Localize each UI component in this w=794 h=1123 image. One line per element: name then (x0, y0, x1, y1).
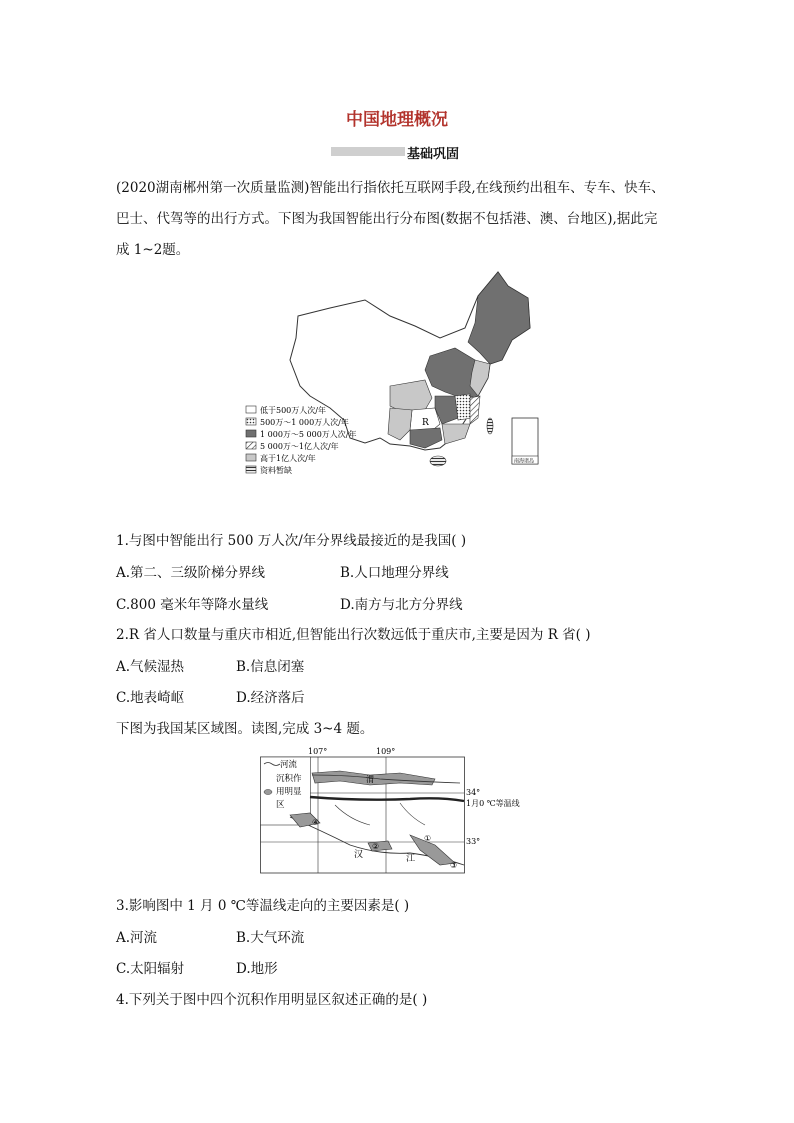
marker-1: ① (424, 834, 432, 843)
intro-line-3: 成 1~2题。 (116, 242, 190, 258)
isotherm-label: 1月0 ℃等温线 (466, 799, 520, 808)
china-smart-travel-map (240, 268, 540, 488)
legend-item: 5 000万～1亿人次/年 (260, 442, 339, 451)
section-bar (331, 147, 405, 156)
q2-option-d: D.经济落后 (236, 690, 305, 706)
q3-option-a: A.河流 (116, 930, 158, 946)
inset-label: 南海诸岛 (514, 458, 535, 465)
q2-option-c: C.地表崎岖 (116, 690, 185, 706)
intro2: 下图为我国某区域图。读图,完成 3~4 题。 (116, 721, 374, 737)
legend-item: 资料暂缺 (260, 466, 292, 475)
label-jiang: 江 (406, 854, 416, 864)
q3-stem: 3.影响图中 1 月 0 ℃等温线走向的主要因素是( ) (116, 898, 410, 914)
page-title: 中国地理概况 (346, 110, 448, 130)
label-han: 汉 (354, 850, 364, 860)
legend-item: 1 000万～5 000万人次/年 (260, 430, 357, 439)
label-wei: 渭 (366, 775, 374, 784)
intro-line-2: 巴士、代驾等的出行方式。下图为我国智能出行分布图(数据不包括港、澳、台地区),据此完 (116, 211, 658, 227)
lon-109: 109° (376, 747, 396, 756)
lat-34: 34° (466, 788, 481, 797)
legend-item: 低于500万人次/年 (260, 406, 326, 415)
q1-option-c: C.800 毫米年等降水量线 (116, 597, 269, 613)
section-label: 基础巩固 (407, 147, 460, 162)
lon-107: 107° (308, 747, 328, 756)
q4-stem: 4.下列关于图中四个沉积作用明显区叙述正确的是( ) (116, 992, 428, 1008)
legend-item: 高于1亿人次/年 (260, 454, 316, 463)
q3-option-d: D.地形 (236, 961, 278, 977)
q3-option-b: B.大气环流 (236, 930, 305, 946)
region-r-label: R (422, 418, 429, 428)
q1-stem: 1.与图中智能出行 500 万人次/年分界线最接近的是我国( ) (116, 533, 467, 549)
q1-option-d: D.南方与北方分界线 (340, 597, 463, 613)
marker-2: ② (372, 842, 380, 851)
q1-option-b: B.人口地理分界线 (340, 565, 449, 581)
intro-line-1: (2020湖南郴州第一次质量监测)智能出行指依托互联网手段,在线预约出租车、专车、快车、 (116, 180, 665, 196)
q1-option-a: A.第二、三级阶梯分界线 (116, 565, 266, 581)
legend-deposit-2: 用明显 (276, 787, 302, 797)
lat-33: 33° (466, 837, 481, 846)
region-map (260, 745, 525, 875)
legend-deposit-1: 沉积作 (276, 774, 302, 784)
q2-option-a: A.气候湿热 (116, 659, 185, 675)
q3-option-c: C.太阳辐射 (116, 961, 185, 977)
q2-option-b: B.信息闭塞 (236, 659, 305, 675)
legend-item: 500万～1 000万人次/年 (260, 418, 349, 427)
legend-river: 河流 (280, 760, 298, 770)
legend-deposit-3: 区 (276, 800, 285, 810)
marker-4: ④ (312, 818, 320, 827)
q2-stem: 2.R 省人口数量与重庆市相近,但智能出行次数远低于重庆市,主要是因为 R 省( ) (116, 627, 591, 643)
marker-3: ③ (450, 861, 458, 870)
